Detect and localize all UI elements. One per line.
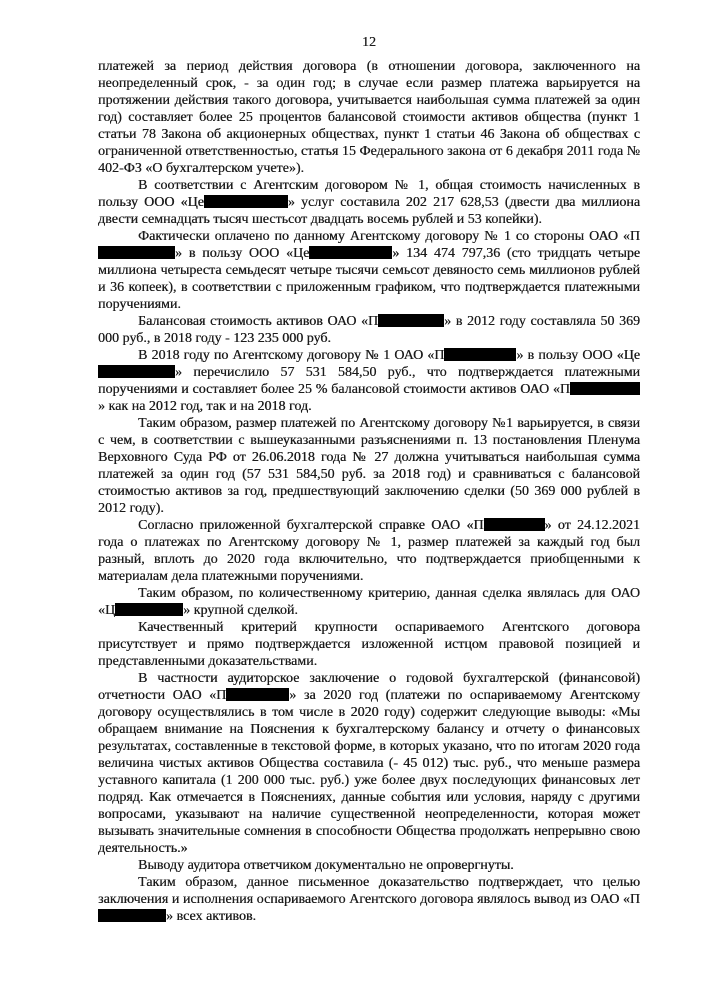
paragraph: Согласно приложенной бухгалтерской справке ОАО «П » от 24.12.2021 года о платежах по Агентскому договору № 1, размер платежей за каждый год был разный, вплоть до 2020 года включительно, что подтверждается приобщенными к материалам дела платежными поручениями. — [98, 518, 640, 584]
paragraph: В частности аудиторское заключение о годовой бухгалтерской (финансовой) отчетности ОАО «П » за 2020 год (платежи по оспариваемому Агентскому договору осуществлялись в том числе в 2020 году) содержит следующие выводы: «Мы обращаем внимание на Пояснения к бухгалтерскому балансу и отчету о финансовых результатах, составленные в текстовой форме, в которых указано, что по итогам 2020 года величина чистых активов Общества составила (- 45 012) тыс. руб., что меньше размера уставного капитала (1 200 000 тыс. руб.) уже более двух последующих финансовых лет подряд. Как отмечается в Пояснениях, данные события или условия, наряду с другими вопросами, указывают на наличие существенной неопределенности, которая может вызывать значительные сомнения в способности Общества продолжать непрерывно свою деятельность.» — [98, 671, 640, 856]
paragraph: В 2018 году по Агентскому договору № 1 ОАО «П » в пользу ООО «Це» перечислило 57 531 584,50 руб., что подтверждается платежными поручениями и составляет более 25 % балансовой стоимости активов ОАО «П» как на 2012 год, так и на 2018 год. — [98, 348, 640, 414]
paragraph: Балансовая стоимость активов ОАО «П » в 2012 году составляла 50 369 000 руб., в 2018 году - 123 235 000 руб. — [98, 314, 640, 346]
paragraph: платежей за период действия договора (в отношении договора, заключенного на неопределенный срок, - за один год; в случае если размер платежа варьируется на протяжении действия такого договора, учитывается наибольшая сумма платежей за один год) составляет более 25 процентов балансовой стоимости активов общества (пункт 1 статьи 78 Закона об акционерных обществах, пункт 1 статьи 46 Закона об обществах с ограниченной ответственностью, статья 15 Федерального закона от 6 декабря 2011 года № 402-ФЗ «О бухгалтерском учете»). — [98, 59, 640, 176]
redaction-block — [570, 382, 640, 395]
redaction-block — [226, 688, 289, 701]
paragraph: Фактически оплачено по данному Агентскому договору № 1 со стороны ОАО «П» в пользу ООО «Це » 134 474 797,36 (сто тридцать четыре миллиона четыреста семьдесят четыре тысячи семьсот девяносто семь миллионов рублей и 36 копеек), в соответствии с приложенным графиком, что подтверждается платежными поручениями. — [98, 229, 640, 312]
redaction-block — [444, 348, 516, 361]
redaction-block — [98, 365, 175, 378]
paragraph: Таким образом, данное письменное доказательство подтверждает, что целью заключения и исполнения оспариваемого Агентского договора являлось вывод из ОАО «П» всех активов. — [98, 875, 640, 924]
redaction-block — [484, 518, 545, 531]
paragraph: Качественный критерий крупности оспариваемого Агентского договора присутствует и прямо подтверждается изложенной истцом правовой позицией и представленными доказательствами. — [98, 620, 640, 669]
redaction-block — [309, 246, 392, 259]
paragraph: Таким образом, по количественному критерию, данная сделка являлась для ОАО «Ц » крупной сделкой. — [98, 586, 640, 618]
redaction-block — [204, 195, 288, 208]
document-body — [98, 58, 640, 925]
redaction-block — [378, 314, 444, 327]
page-number: 12 — [362, 35, 376, 50]
paragraph: Таким образом, размер платежей по Агентскому договору №1 варьируется, в связи с чем, в соответствии с вышеуказанными разъяснениями п. 13 постановления Пленума Верховного Суда РФ от 26.06.2018 года № 27 должна учитываться наибольшая сумма платежей за один год (57 531 584,50 руб. за 2018 год) и сравниваться с балансовой стоимостью активов за год, предшествующий заключению сделки (50 369 000 рублей в 2012 году). — [98, 416, 640, 516]
redaction-block — [98, 909, 166, 922]
paragraph: Выводу аудитора ответчиком документально не опровергнуты. — [138, 858, 514, 873]
redaction-block — [115, 603, 183, 616]
redaction-block — [98, 246, 175, 259]
paragraph: В соответствии с Агентским договором № 1, общая стоимость начисленных в пользу ООО «Це » услуг составила 202 217 628,53 (двести два миллиона двести семнадцать тысяч шестьсот двадцать восемь рублей и 53 копейки). — [98, 178, 640, 227]
